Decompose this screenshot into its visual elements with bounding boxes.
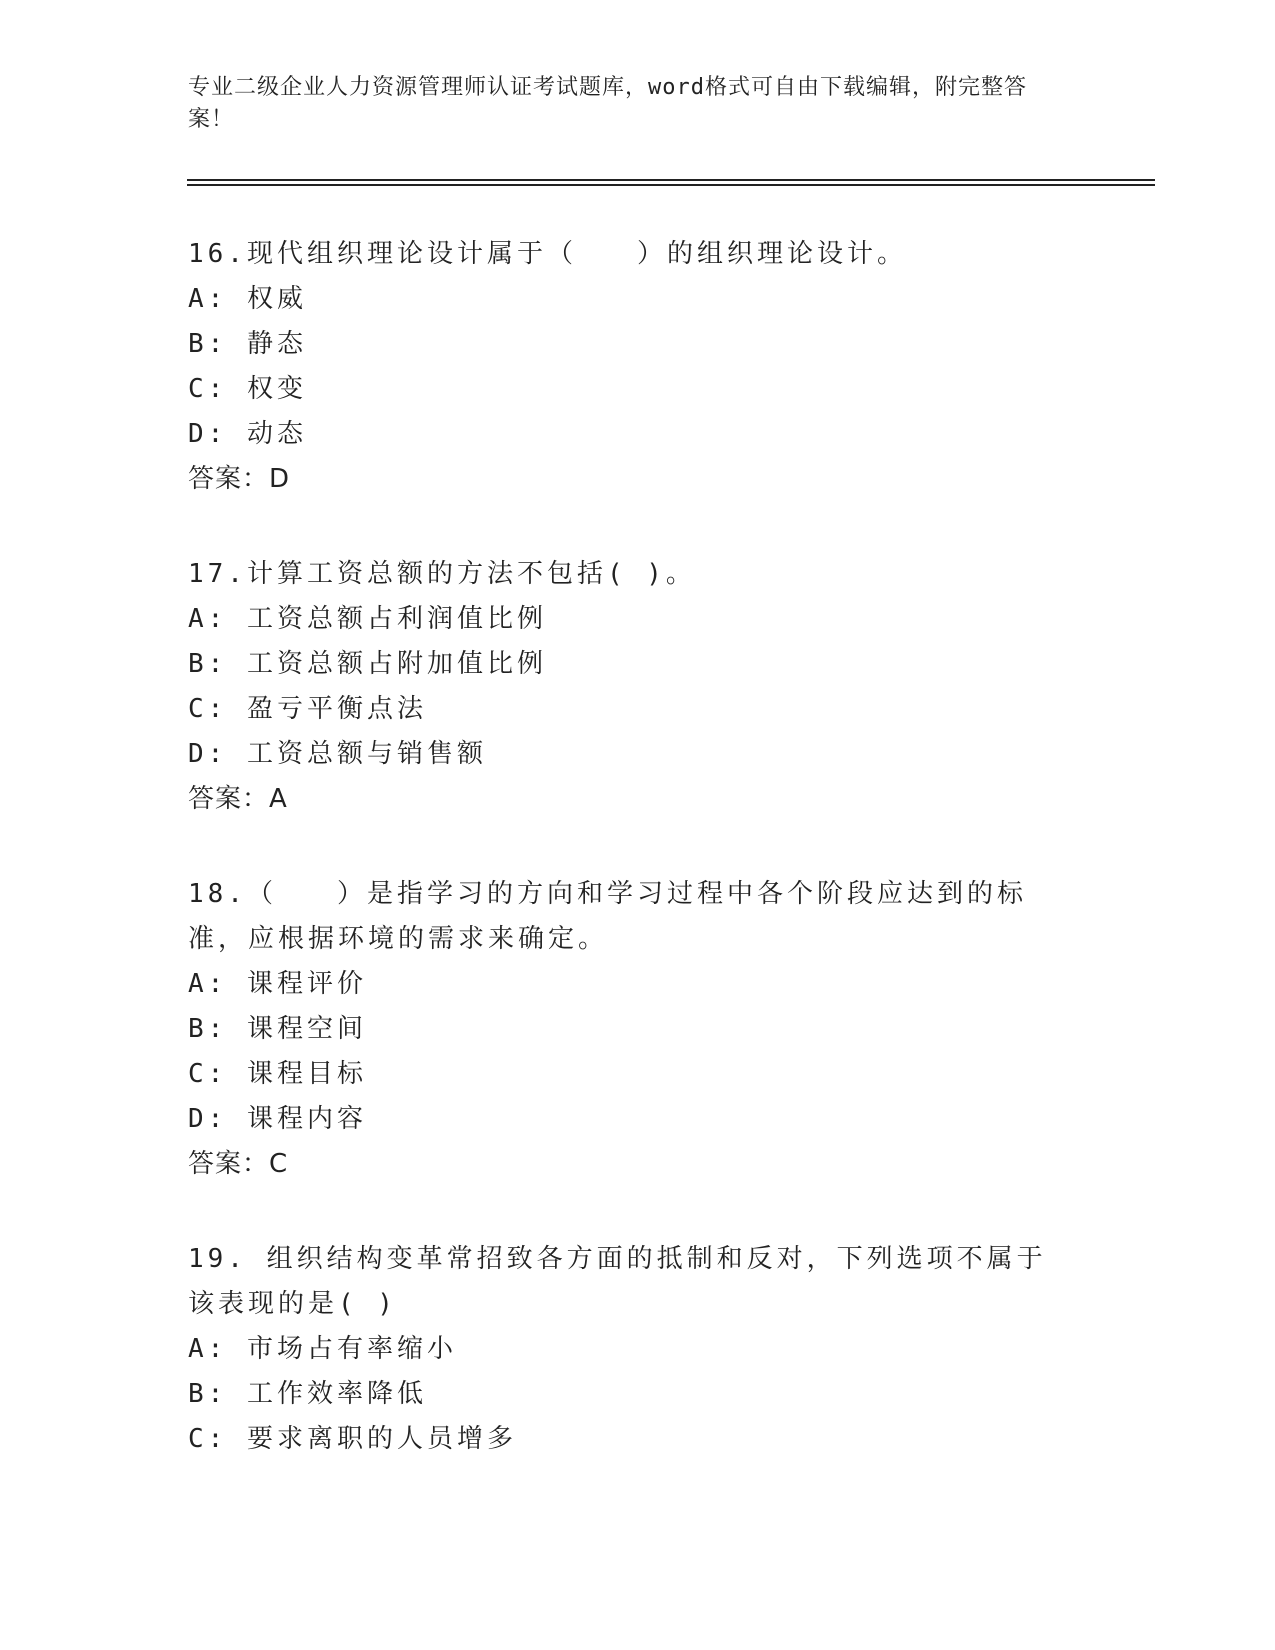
option-d: D: 课程内容 [188, 1104, 367, 1134]
question-16 [188, 232, 1068, 502]
document-header: 专业二级企业人力资源管理师认证考试题库，word格式可自由下载编辑，附完整答案！ [188, 75, 1027, 132]
option-d: D: 工资总额与销售额 [188, 739, 487, 769]
question-stem: 17.计算工资总额的方法不包括( )。 [188, 559, 696, 589]
option-a: A: 工资总额占利润值比例 [188, 604, 547, 634]
option-c: C: 要求离职的人员增多 [188, 1424, 517, 1454]
option-a: A: 市场占有率缩小 [188, 1334, 457, 1364]
answer: 答案：A [188, 784, 288, 814]
question-stem: 18.（ ）是指学习的方向和学习过程中各个阶段应达到的标准，应根据环境的需求来确定。 [188, 879, 1027, 954]
option-b: B: 静态 [188, 329, 307, 359]
answer: 答案：D [188, 464, 291, 494]
question-17 [188, 552, 1068, 822]
question-18 [188, 872, 1068, 1187]
option-d: D: 动态 [188, 419, 307, 449]
option-c: C: 权变 [188, 374, 307, 404]
question-stem: 16.现代组织理论设计属于（ ）的组织理论设计。 [188, 239, 907, 269]
question-19 [188, 1237, 1068, 1462]
option-b: B: 工作效率降低 [188, 1379, 427, 1409]
option-b: B: 工资总额占附加值比例 [188, 649, 547, 679]
option-c: C: 盈亏平衡点法 [188, 694, 427, 724]
option-c: C: 课程目标 [188, 1059, 367, 1089]
answer: 答案：C [188, 1149, 289, 1179]
header-rule-top [187, 179, 1155, 181]
option-b: B: 课程空间 [188, 1014, 367, 1044]
option-a: A: 权威 [188, 284, 307, 314]
question-stem: 19. 组织结构变革常招致各方面的抵制和反对，下列选项不属于该表现的是( ) [188, 1244, 1047, 1319]
option-a: A: 课程评价 [188, 969, 367, 999]
header-rule-bottom [187, 184, 1155, 186]
